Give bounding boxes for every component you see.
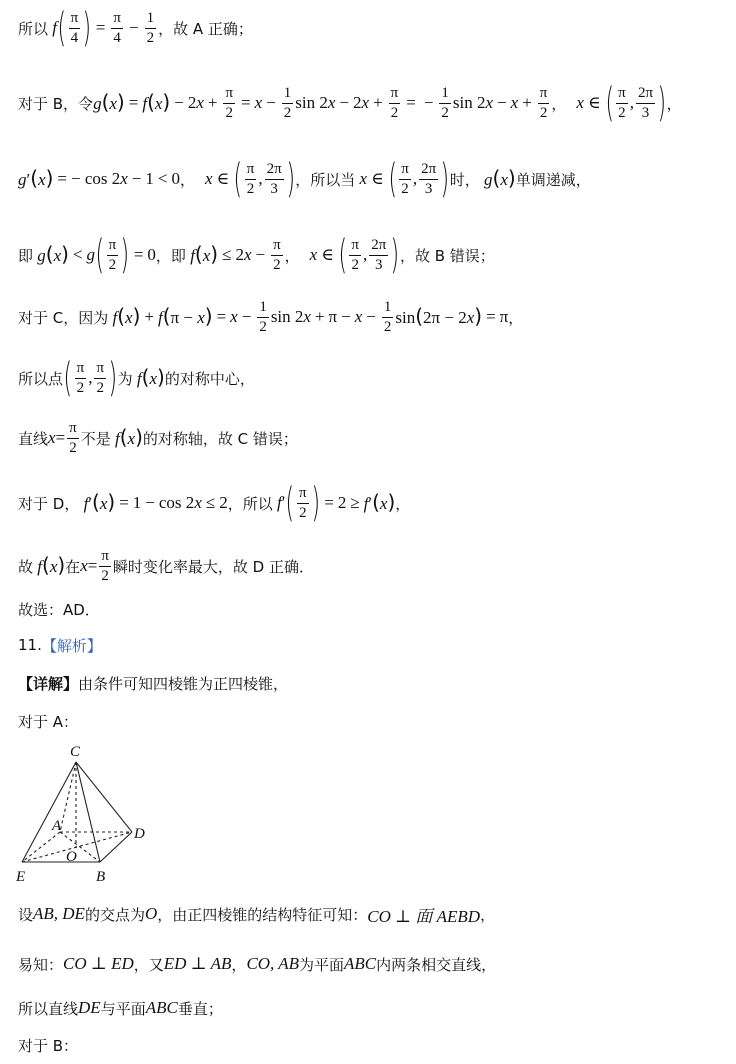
line-9: 故 f(x) 在 x = $\frac{\pi}{2}$ 瞬时变化率最大，故 D 正确．	[18, 548, 314, 584]
line-15: 易知： CO ⊥ ED ，又 ED ⊥ AB ， CO, AB 为平面 ABC 内两条相交直线，	[18, 954, 497, 974]
line-11-heading: 11. 【解析】	[18, 636, 102, 655]
line-1: 所以 f ( $\frac{\pi}{4}$ ) = $\frac{\pi}{4}$ − $\frac{1}{2}$ ，故 A 正确；	[18, 5, 253, 51]
line-8: 对于 D， f′(x) = 1 − cos 2x ≤ 2 ，所以 f ′ ( $\frac{\pi}{2}$ ) = 2 ≥ f′(x) ，	[18, 480, 411, 526]
line-16: 所以直线 DE 与平面 ABC 垂直；	[18, 998, 223, 1018]
analysis-tag: 【解析】	[41, 636, 102, 655]
label-o: O	[66, 849, 77, 865]
line-6: 所以点 ( $\frac{\pi}{2}$ , $\frac{\pi}{2}$ ) 为 f(x) 的对称中心，	[18, 355, 255, 401]
label-b: B	[96, 869, 106, 885]
line-4: 即 g(x) < g ( $\frac{\pi}{2}$ ) = 0 ，即 f(x) ≤ 2x − $\frac{\pi}{2}$ ， x ∈ ( $\frac{\pi}{2}$ , $\frac{2\pi}{3}$ ) ，故 B 错误；	[18, 232, 495, 278]
line-17: 对于 B：	[18, 1036, 79, 1055]
fraction: $\frac{\pi}{4}$	[70, 10, 79, 46]
label-a: A	[52, 818, 62, 834]
label-e: E	[16, 869, 26, 885]
line-2: 对于 B，令 g(x) = f(x) − 2x + $\frac{\pi}{2}$ = x − $\frac{1}{2}$ sin 2x − 2x + $\frac{\pi}{2}$ = − $\frac{1}{2}$ sin 2x − x + $\frac{\pi}{2}$ ， x ∈ ( $\frac{\pi}{2}$ , $\frac{2\pi}{3}$ ) ，	[18, 80, 682, 126]
line-3: g′(x) = − cos 2x − 1 < 0 ， x ∈ ( $\frac{\pi}{2}$ , $\frac{2\pi}{3}$ ) ，所以当 x ∈ ( $\frac{\pi}{2}$ , $\frac{2\pi}{3}$ ) 时， g(x) 单调递减，	[18, 156, 591, 202]
line-7: 直线 x = $\frac{\pi}{2}$ 不是 f(x) 的对称轴，故 C 错误；	[18, 420, 298, 456]
label-c: C	[70, 744, 81, 760]
line-13: 对于 A：	[18, 712, 79, 731]
line-14: 设 AB, DE 的交点为 O ，由正四棱锥的结构特征可知： CO ⊥ 面 AEBD ，	[18, 904, 496, 926]
label-d: D	[134, 826, 145, 842]
pyramid-diagram	[10, 740, 160, 888]
line-12: 【详解】 由条件可知四棱锥为正四棱锥，	[18, 674, 289, 693]
line-5: 对于 C，因为 f(x) + f(π − x) = x − $\frac{1}{2}$ sin 2x + π − x − $\frac{1}{2}$ sin(2π − 2x) = π ，	[18, 299, 524, 335]
pyramid-figure	[10, 740, 160, 888]
line-10: 故选：AD．	[18, 600, 100, 619]
